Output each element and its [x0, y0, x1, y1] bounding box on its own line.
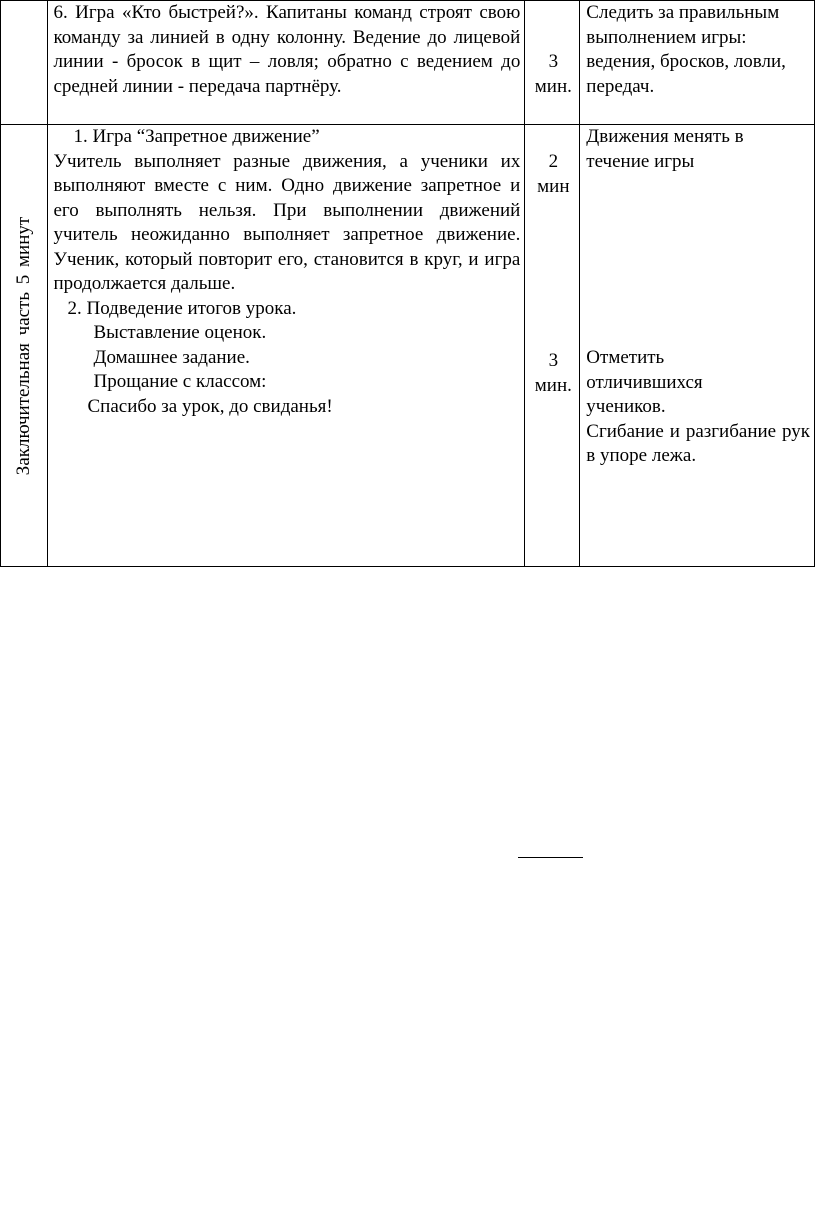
- part-label: Заключительная часть 5 минут: [12, 216, 34, 475]
- summary-title: 2. Подведение итогов урока.: [67, 297, 297, 319]
- farewell-text: Спасибо за урок, до свиданья!: [87, 395, 333, 417]
- note-text: отличившихся: [586, 371, 703, 393]
- summary-item: Прощание с классом:: [93, 371, 267, 392]
- lesson-plan-table: [0, 0, 815, 567]
- game-description: 6. Игра «Кто быстрей?». Капитаны команд строят свою команду за линией в одну колонну. Ведение до лицевой линии - бросок в щит – ловля; обратно с ведением до средней линии - передача партнёру.: [53, 2, 521, 97]
- part-cell: [1, 1, 48, 125]
- time-cell: [525, 125, 580, 567]
- note-text: Сгибание и разгибание рук в упоре лежа.: [586, 420, 810, 466]
- spacer: [531, 199, 575, 349]
- note-text: Движения менять в течение игры: [586, 126, 744, 172]
- time-unit: мин.: [534, 374, 572, 396]
- time-value: 2: [548, 151, 559, 172]
- note-text: учеников.: [586, 396, 666, 417]
- time-unit: мин: [537, 175, 570, 197]
- note-cell: [580, 1, 815, 125]
- note-text: Следить за правильным выполнением игры: ведения, бросков, ловли, передач.: [586, 2, 786, 97]
- table-row: [1, 125, 815, 567]
- content-cell: [47, 1, 525, 125]
- table-row: [1, 1, 815, 125]
- time-cell: [525, 1, 580, 125]
- summary-item: Выставление оценок.: [93, 322, 267, 343]
- game-title: 1. Игра “Запретное движение”: [73, 126, 320, 147]
- note-cell: [580, 125, 815, 567]
- summary-item: Домашнее задание.: [93, 346, 250, 368]
- time-value: 3: [548, 51, 559, 72]
- part-cell: [1, 125, 48, 567]
- time-value: 3: [548, 350, 559, 371]
- game-description: Учитель выполняет разные движения, а ученики их выполняют вместе с ним. Одно движение запретное и его выполнять нельзя. При выполнении движений учитель неожиданно выполняет запретное движение. Ученик, который повторит его, становится в круг, и игра продолжается дальше.: [53, 150, 521, 294]
- time-unit: мин.: [534, 75, 572, 97]
- footnote-separator: [518, 857, 583, 858]
- content-cell: [47, 125, 525, 567]
- note-text: Отметить: [586, 347, 665, 368]
- spacer: [586, 174, 810, 346]
